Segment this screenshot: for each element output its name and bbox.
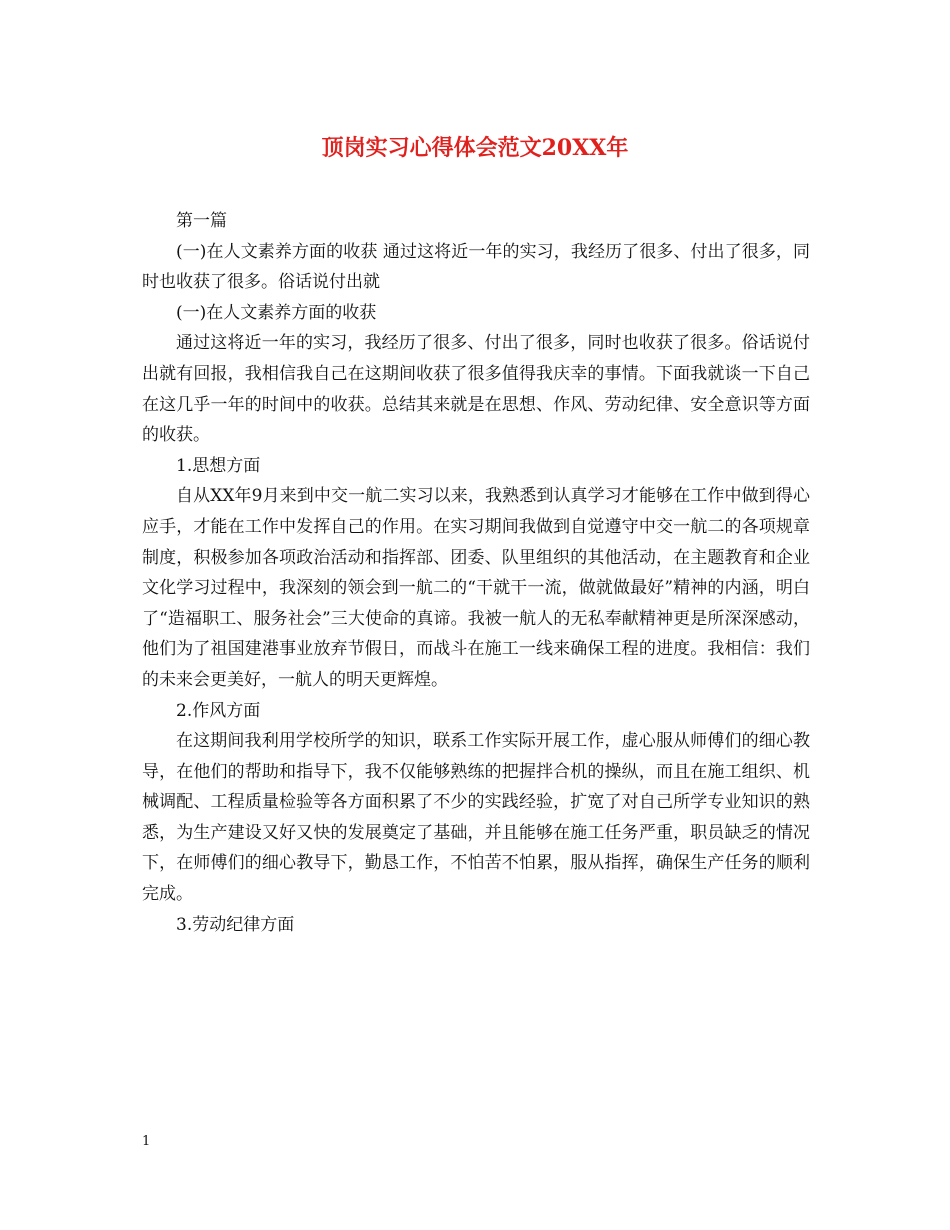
subsection-heading: 3.劳动纪律方面: [176, 914, 295, 935]
paragraph: 自从XX年9月来到中交一航二实习以来，我熟悉到认真学习才能够在工作中做到得心应手，才能在工作中发挥自己的作用。在实习期间我做到自觉遵守中交一航二的各项规章制度，积极参加各项政治活动和指挥部、团委、队里组织的其他活动，在主题教育和企业文化学习过程中，我深刻的领会到一航二的“干就干一流，做就做最好”精神的内涵，明白了“造福职工、服务社会”三大使命的真谛。我被一航人的无私奉献精神更是所深深感动，他们为了祖国建港事业放弃节假日，而战斗在施工一线来确保工程的进度。我相信：我们的未来会更美好，一航人的明天更辉煌。: [142, 486, 810, 690]
document-body: [142, 206, 810, 940]
subsection-heading: 1.思想方面: [176, 455, 261, 476]
paragraph: 通过这将近一年的实习，我经历了很多、付出了很多，同时也收获了很多。俗话说付出就有回报，我相信我自己在这期间收获了很多值得我庆幸的事情。下面我就谈一下自己在这几乎一年的时间中的收获。总结其来就是在思想、作风、劳动纪律、安全意识等方面的收获。: [142, 333, 810, 446]
document-title: 顶岗实习心得体会范文20XX年: [321, 135, 629, 161]
subsection-heading: (一)在人文素养方面的收获: [176, 302, 377, 323]
section-heading: 第一篇: [176, 211, 227, 231]
paragraph: 在这期间我利用学校所学的知识，联系工作实际开展工作，虚心服从师傅们的细心教导，在他们的帮助和指导下，我不仅能够熟练的把握拌合机的操纵，而且在施工组织、机械调配、工程质量检验等各方面积累了不少的实践经验，扩宽了对自己所学专业知识的熟悉，为生产建设又好又快的发展奠定了基础，并且能够在施工任务严重，职员缺乏的情况下，在师傅们的细心教导下，勤恳工作，不怕苦不怕累，服从指挥，确保生产任务的顺利完成。: [142, 731, 810, 905]
subsection-heading: 2.作风方面: [176, 700, 261, 721]
page-number: 1: [142, 1134, 151, 1149]
paragraph: (一)在人文素养方面的收获 通过这将近一年的实习，我经历了很多、付出了很多，同时也收获了很多。俗话说付出就: [142, 241, 810, 293]
